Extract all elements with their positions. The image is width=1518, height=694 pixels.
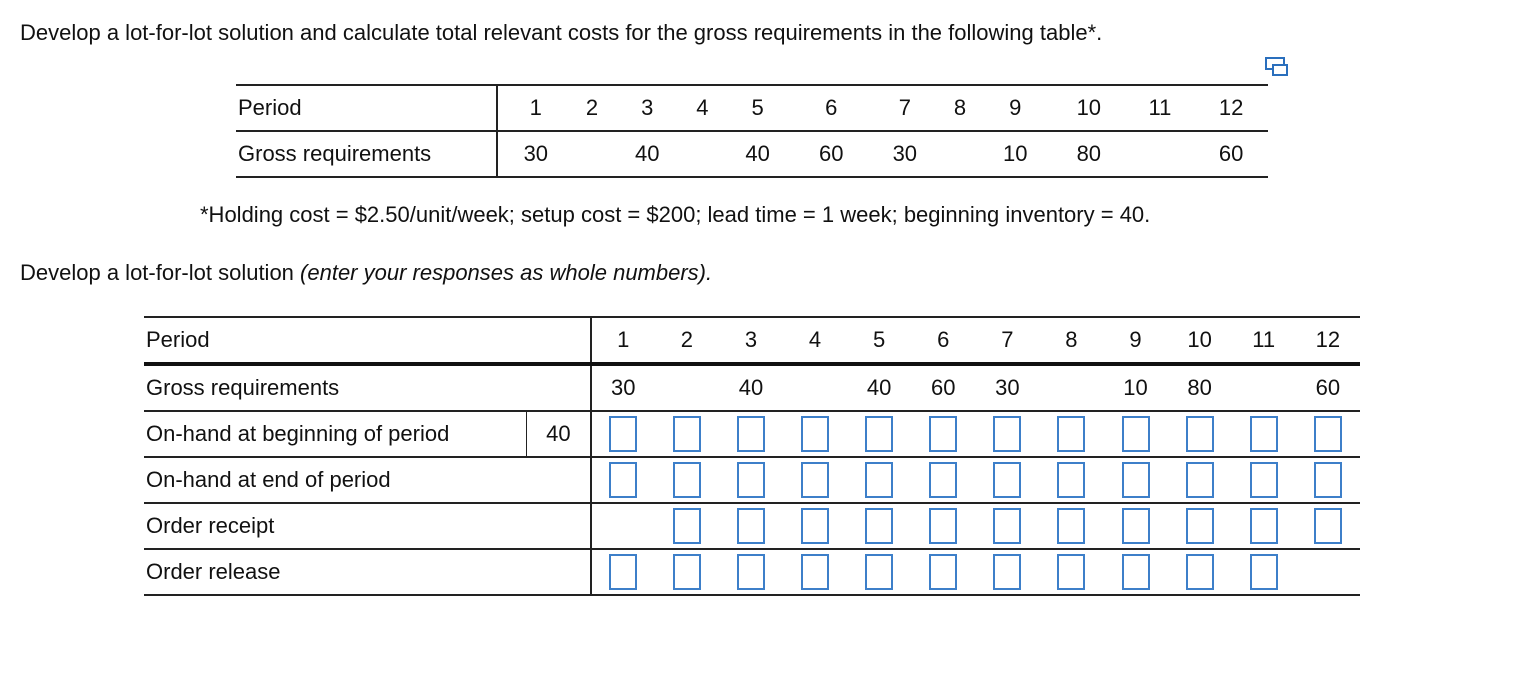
lot-for-lot-table — [144, 316, 1360, 596]
gross-cell: 40 — [847, 364, 911, 411]
footnote: *Holding cost = $2.50/unit/week; setup cost = $200; lead time = 1 week; beginning inventory = 40. — [200, 202, 1151, 227]
order-release-input-p9[interactable] — [1122, 554, 1150, 590]
gross-cell: 60 — [794, 131, 868, 177]
on-hand-begin-input-p7[interactable] — [993, 416, 1021, 452]
order-receipt-input-p9[interactable] — [1122, 508, 1150, 544]
gross-cell: 30 — [591, 364, 655, 411]
order-release-input-p7[interactable] — [993, 554, 1021, 590]
gross-cell — [783, 364, 847, 411]
gross-requirements-label: Gross requirements — [144, 364, 591, 411]
gross-cell — [1126, 131, 1195, 177]
period-cell: 4 — [783, 317, 847, 364]
gross-cell: 10 — [978, 131, 1052, 177]
gross-cell: 40 — [610, 131, 684, 177]
order-receipt-input-p3[interactable] — [737, 508, 765, 544]
order-release-input-p4[interactable] — [801, 554, 829, 590]
order-receipt-input-p5[interactable] — [865, 508, 893, 544]
order-receipt-input-p11[interactable] — [1250, 508, 1278, 544]
period-cell: 12 — [1194, 85, 1268, 131]
order-release-input-p1[interactable] — [609, 554, 637, 590]
period-cell: 1 — [497, 85, 574, 131]
gross-cell: 80 — [1168, 364, 1232, 411]
on-hand-begin-row — [144, 411, 1360, 457]
period-cell: 2 — [655, 317, 719, 364]
on-hand-begin-label: On-hand at beginning of period — [144, 411, 527, 457]
period-cell: 10 — [1168, 317, 1232, 364]
period-label: Period — [236, 85, 497, 131]
order-receipt-input-p4[interactable] — [801, 508, 829, 544]
on-hand-end-input-p1[interactable] — [609, 462, 637, 498]
order-release-input-p8[interactable] — [1057, 554, 1085, 590]
order-release-input-p10[interactable] — [1186, 554, 1214, 590]
gross-requirements-table — [236, 84, 1268, 178]
on-hand-begin-input-p8[interactable] — [1057, 416, 1085, 452]
order-release-input-p2[interactable] — [673, 554, 701, 590]
gross-cell — [1232, 364, 1296, 411]
period-cell: 6 — [911, 317, 975, 364]
gross-cell: 30 — [497, 131, 574, 177]
period-cell: 11 — [1232, 317, 1296, 364]
period-row — [144, 317, 1360, 364]
on-hand-end-input-p3[interactable] — [737, 462, 765, 498]
on-hand-end-row — [144, 457, 1360, 503]
period-cell: 7 — [975, 317, 1039, 364]
on-hand-begin-input-p11[interactable] — [1250, 416, 1278, 452]
period-cell: 11 — [1126, 85, 1195, 131]
on-hand-end-input-p5[interactable] — [865, 462, 893, 498]
instruction-main: Develop a lot-for-lot solution — [20, 260, 301, 285]
on-hand-begin-input-p2[interactable] — [673, 416, 701, 452]
question-text: Develop a lot-for-lot solution and calculate total relevant costs for the gross requirements in the following table*. — [20, 20, 1103, 45]
period-cell: 2 — [574, 85, 611, 131]
period-cell: 1 — [591, 317, 655, 364]
gross-cell — [574, 131, 611, 177]
gross-cell — [942, 131, 979, 177]
gross-requirements-row — [144, 364, 1360, 411]
order-release-input-p3[interactable] — [737, 554, 765, 590]
on-hand-end-input-p8[interactable] — [1057, 462, 1085, 498]
on-hand-end-input-p11[interactable] — [1250, 462, 1278, 498]
on-hand-begin-input-p10[interactable] — [1186, 416, 1214, 452]
period-cell: 5 — [847, 317, 911, 364]
on-hand-end-input-p12[interactable] — [1314, 462, 1342, 498]
gross-cell: 40 — [721, 131, 795, 177]
expand-table-icon[interactable] — [1264, 56, 1290, 78]
on-hand-end-input-p6[interactable] — [929, 462, 957, 498]
order-release-input-p6[interactable] — [929, 554, 957, 590]
period-cell: 12 — [1296, 317, 1360, 364]
period-row — [236, 85, 1268, 131]
period-label: Period — [144, 317, 591, 364]
on-hand-end-input-p9[interactable] — [1122, 462, 1150, 498]
gross-cell: 30 — [975, 364, 1039, 411]
on-hand-end-input-p10[interactable] — [1186, 462, 1214, 498]
beginning-inventory: 40 — [527, 411, 591, 457]
period-cell: 9 — [1103, 317, 1167, 364]
on-hand-end-input-p7[interactable] — [993, 462, 1021, 498]
period-cell: 3 — [610, 85, 684, 131]
on-hand-begin-input-p6[interactable] — [929, 416, 957, 452]
period-cell: 4 — [684, 85, 721, 131]
period-cell: 5 — [721, 85, 795, 131]
order-receipt-input-p6[interactable] — [929, 508, 957, 544]
gross-requirements-row — [236, 131, 1268, 177]
instruction-hint: (enter your responses as whole numbers). — [300, 260, 713, 285]
on-hand-end-input-p2[interactable] — [673, 462, 701, 498]
on-hand-begin-input-p4[interactable] — [801, 416, 829, 452]
gross-cell: 10 — [1103, 364, 1167, 411]
period-cell: 8 — [1039, 317, 1103, 364]
gross-cell: 60 — [911, 364, 975, 411]
order-release-input-p5[interactable] — [865, 554, 893, 590]
gross-cell: 60 — [1194, 131, 1268, 177]
on-hand-begin-input-p12[interactable] — [1314, 416, 1342, 452]
order-release-label: Order release — [144, 549, 591, 595]
gross-cell — [684, 131, 721, 177]
order-receipt-label: Order receipt — [144, 503, 591, 549]
on-hand-begin-input-p1[interactable] — [609, 416, 637, 452]
on-hand-end-label: On-hand at end of period — [144, 457, 591, 503]
order-receipt-empty-p1 — [591, 503, 655, 549]
on-hand-end-input-p4[interactable] — [801, 462, 829, 498]
order-receipt-input-p2[interactable] — [673, 508, 701, 544]
gross-requirements-label: Gross requirements — [236, 131, 497, 177]
order-release-row — [144, 549, 1360, 595]
order-release-empty-p12 — [1296, 549, 1360, 595]
period-cell: 8 — [942, 85, 979, 131]
order-receipt-input-p10[interactable] — [1186, 508, 1214, 544]
gross-cell: 30 — [868, 131, 942, 177]
instruction — [20, 260, 712, 286]
order-receipt-input-p8[interactable] — [1057, 508, 1085, 544]
period-cell: 10 — [1052, 85, 1126, 131]
gross-cell — [655, 364, 719, 411]
gross-cell: 80 — [1052, 131, 1126, 177]
period-cell: 3 — [719, 317, 783, 364]
period-cell: 6 — [794, 85, 868, 131]
period-cell: 7 — [868, 85, 942, 131]
order-receipt-input-p12[interactable] — [1314, 508, 1342, 544]
on-hand-begin-input-p3[interactable] — [737, 416, 765, 452]
gross-cell — [1039, 364, 1103, 411]
gross-cell: 40 — [719, 364, 783, 411]
on-hand-begin-input-p5[interactable] — [865, 416, 893, 452]
order-release-input-p11[interactable] — [1250, 554, 1278, 590]
on-hand-begin-input-p9[interactable] — [1122, 416, 1150, 452]
order-receipt-input-p7[interactable] — [993, 508, 1021, 544]
order-receipt-row — [144, 503, 1360, 549]
gross-cell: 60 — [1296, 364, 1360, 411]
period-cell: 9 — [978, 85, 1052, 131]
